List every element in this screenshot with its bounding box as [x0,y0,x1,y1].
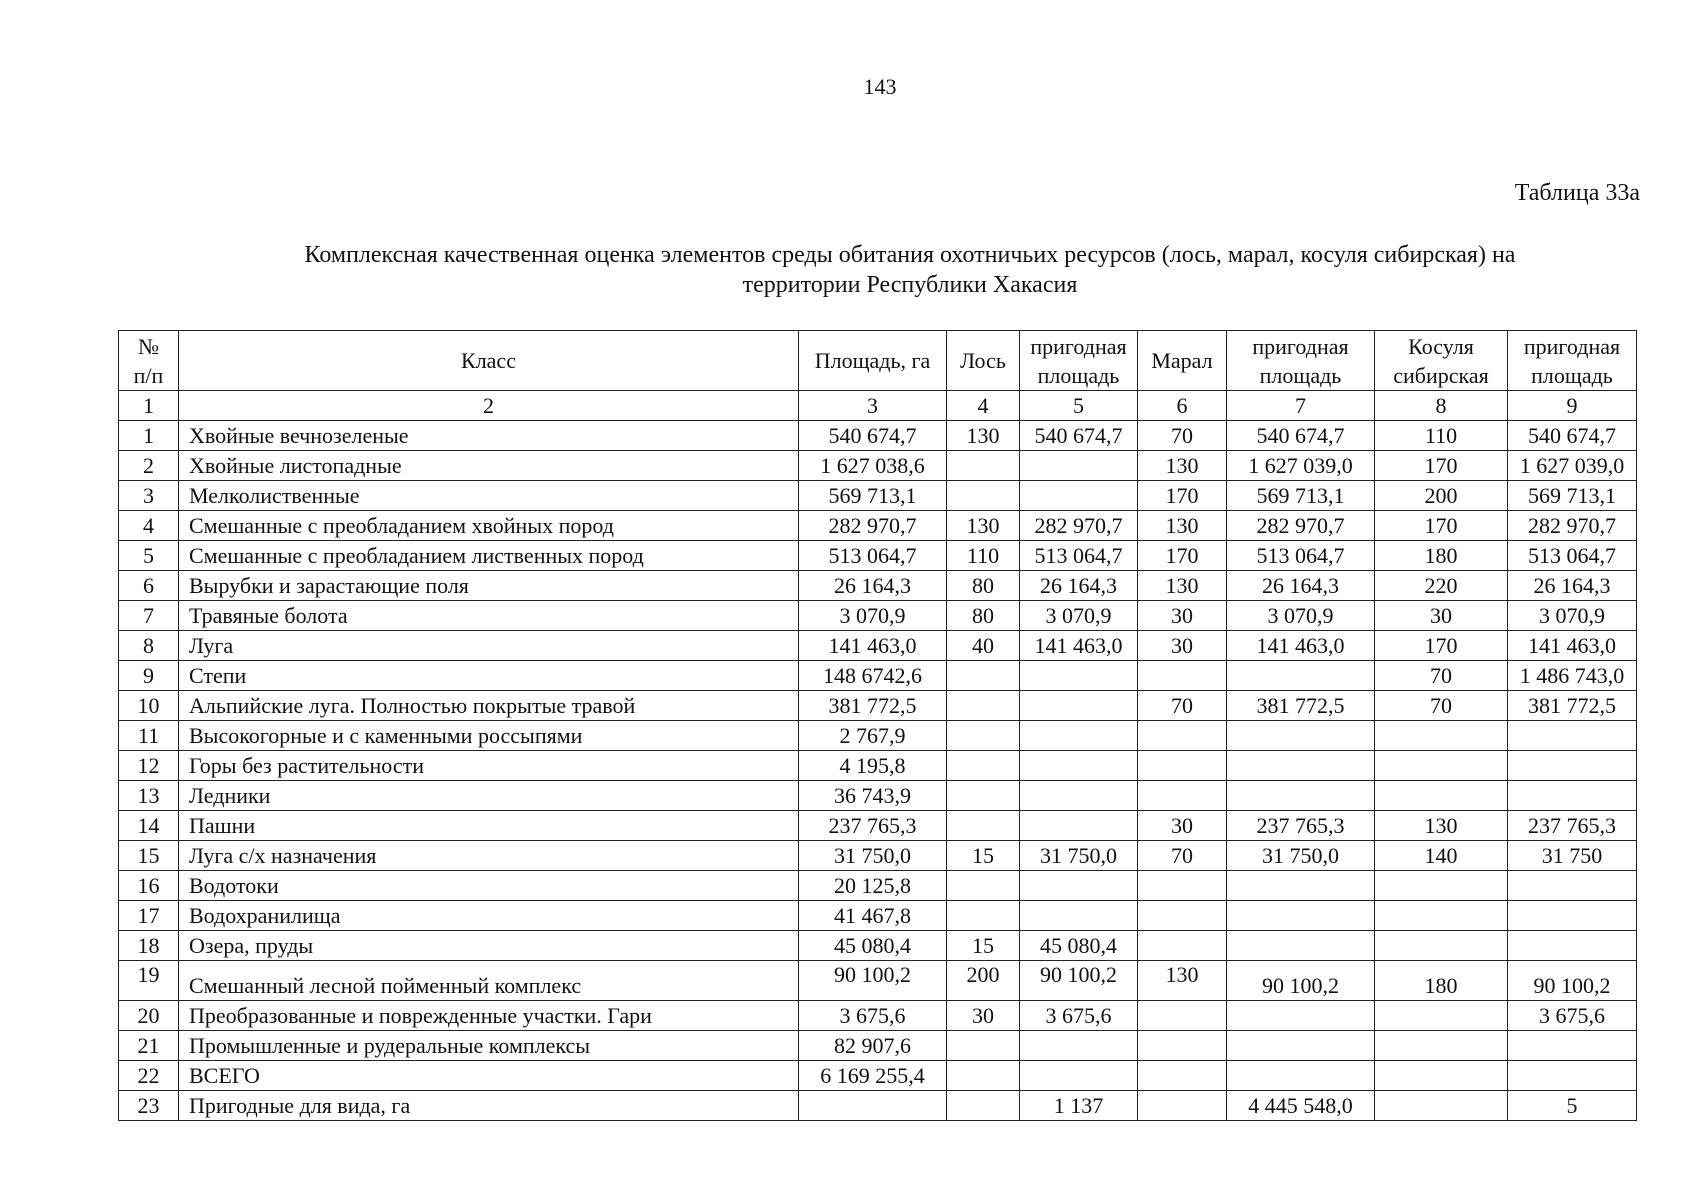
row-maral-suitable-area [1227,1061,1375,1091]
table-row [119,691,1637,721]
row-maral-score: 30 [1138,811,1227,841]
row-maral-suitable-area [1227,1031,1375,1061]
row-maral-score [1138,1061,1227,1091]
table-row [119,1031,1637,1061]
row-class-name: Водотоки [179,871,799,901]
row-number: 2 [119,451,179,481]
row-area: 31 750,0 [799,841,947,871]
row-elk-score: 110 [947,541,1020,571]
row-roe-score: 110 [1375,421,1508,451]
column-number: 3 [799,391,947,421]
table-title-line-2: территории Республики Хакасия [742,272,1078,298]
table-row [119,631,1637,661]
row-elk-suitable-area [1020,691,1138,721]
row-maral-score: 70 [1138,691,1227,721]
row-elk-suitable-area: 141 463,0 [1020,631,1138,661]
row-area: 2 767,9 [799,721,947,751]
row-class-name: ВСЕГО [179,1061,799,1091]
column-number: 1 [119,391,179,421]
row-elk-suitable-area: 3 675,6 [1020,1001,1138,1031]
row-maral-suitable-area: 90 100,2 [1227,961,1375,1001]
row-class-name: Мелколиственные [179,481,799,511]
header-roe-suitable: пригодная площадь [1508,331,1637,391]
row-roe-score [1375,1061,1508,1091]
row-maral-score [1138,931,1227,961]
table-row [119,451,1637,481]
row-maral-score: 130 [1138,571,1227,601]
header-class: Класс [179,331,799,391]
header-area: Площадь, га [799,331,947,391]
row-roe-score [1375,1031,1508,1061]
row-number: 8 [119,631,179,661]
table-row [119,721,1637,751]
row-class-name: Луга [179,631,799,661]
row-number: 12 [119,751,179,781]
table-row [119,421,1637,451]
row-elk-score [947,1061,1020,1091]
table-row [119,601,1637,631]
row-class-name: Пригодные для вида, га [179,1091,799,1121]
row-maral-suitable-area: 381 772,5 [1227,691,1375,721]
row-elk-suitable-area: 540 674,7 [1020,421,1138,451]
row-number: 11 [119,721,179,751]
table-row [119,871,1637,901]
row-number: 18 [119,931,179,961]
row-roe-suitable-area: 282 970,7 [1508,511,1637,541]
row-maral-suitable-area: 1 627 039,0 [1227,451,1375,481]
table-row [119,481,1637,511]
row-number: 17 [119,901,179,931]
row-maral-score [1138,1031,1227,1061]
column-number: 6 [1138,391,1227,421]
table-row [119,961,1637,1001]
column-number: 9 [1508,391,1637,421]
row-roe-score: 130 [1375,811,1508,841]
row-roe-score [1375,901,1508,931]
row-number: 19 [119,961,179,1001]
row-roe-score [1375,721,1508,751]
row-area: 41 467,8 [799,901,947,931]
row-elk-score [947,721,1020,751]
row-roe-score: 180 [1375,541,1508,571]
row-maral-suitable-area: 31 750,0 [1227,841,1375,871]
row-elk-suitable-area [1020,1061,1138,1091]
table-title [200,240,1620,300]
row-elk-suitable-area [1020,481,1138,511]
row-maral-score [1138,661,1227,691]
row-elk-score [947,781,1020,811]
row-maral-score: 70 [1138,841,1227,871]
row-area: 282 970,7 [799,511,947,541]
row-elk-suitable-area [1020,781,1138,811]
row-elk-score [947,1031,1020,1061]
row-elk-score: 40 [947,631,1020,661]
header-num: № п/п [119,331,179,391]
header-row [119,331,1637,391]
row-number: 13 [119,781,179,811]
row-area: 540 674,7 [799,421,947,451]
row-maral-suitable-area [1227,781,1375,811]
row-maral-score: 170 [1138,481,1227,511]
header-maral-suitable: пригодная площадь [1227,331,1375,391]
habitat-table [118,330,1637,1121]
row-elk-suitable-area: 26 164,3 [1020,571,1138,601]
row-maral-suitable-area [1227,901,1375,931]
row-area: 36 743,9 [799,781,947,811]
row-roe-score [1375,871,1508,901]
row-roe-suitable-area: 1 627 039,0 [1508,451,1637,481]
row-maral-suitable-area: 282 970,7 [1227,511,1375,541]
row-area: 381 772,5 [799,691,947,721]
table-row [119,811,1637,841]
row-elk-score: 200 [947,961,1020,1001]
row-roe-suitable-area: 5 [1508,1091,1637,1121]
row-elk-score: 80 [947,571,1020,601]
row-elk-suitable-area: 31 750,0 [1020,841,1138,871]
row-area: 90 100,2 [799,961,947,1001]
row-roe-suitable-area: 237 765,3 [1508,811,1637,841]
row-elk-score: 80 [947,601,1020,631]
row-roe-score [1375,1001,1508,1031]
row-number: 15 [119,841,179,871]
row-elk-score [947,811,1020,841]
row-class-name: Альпийские луга. Полностью покрытые травой [179,691,799,721]
row-area: 569 713,1 [799,481,947,511]
page-number: 143 [863,74,897,99]
row-area: 82 907,6 [799,1031,947,1061]
row-elk-suitable-area: 1 137 [1020,1091,1138,1121]
row-area: 148 6742,6 [799,661,947,691]
row-maral-score [1138,1001,1227,1031]
table-row [119,571,1637,601]
row-roe-score: 70 [1375,661,1508,691]
row-elk-score: 15 [947,841,1020,871]
column-number: 2 [179,391,799,421]
row-elk-suitable-area: 3 070,9 [1020,601,1138,631]
row-maral-suitable-area: 513 064,7 [1227,541,1375,571]
row-elk-score: 30 [947,1001,1020,1031]
row-roe-score: 170 [1375,511,1508,541]
row-roe-suitable-area: 141 463,0 [1508,631,1637,661]
row-elk-score [947,1091,1020,1121]
row-number: 21 [119,1031,179,1061]
row-elk-suitable-area [1020,811,1138,841]
row-maral-suitable-area [1227,661,1375,691]
row-maral-suitable-area [1227,871,1375,901]
row-class-name: Смешанный лесной пойменный комплекс [179,961,799,1001]
row-roe-score: 170 [1375,451,1508,481]
row-maral-score: 30 [1138,631,1227,661]
row-number: 20 [119,1001,179,1031]
row-class-name: Хвойные вечнозеленые [179,421,799,451]
table-row [119,661,1637,691]
row-maral-suitable-area: 26 164,3 [1227,571,1375,601]
row-roe-suitable-area: 569 713,1 [1508,481,1637,511]
row-maral-suitable-area [1227,1001,1375,1031]
row-class-name: Водохранилища [179,901,799,931]
row-area: 26 164,3 [799,571,947,601]
row-elk-suitable-area: 282 970,7 [1020,511,1138,541]
row-number: 22 [119,1061,179,1091]
row-number: 3 [119,481,179,511]
row-elk-suitable-area: 90 100,2 [1020,961,1138,1001]
row-elk-suitable-area [1020,751,1138,781]
row-elk-score [947,751,1020,781]
header-maral: Марал [1138,331,1227,391]
row-roe-suitable-area: 513 064,7 [1508,541,1637,571]
row-elk-suitable-area [1020,871,1138,901]
row-roe-suitable-area [1508,931,1637,961]
row-area: 1 627 038,6 [799,451,947,481]
row-roe-score: 200 [1375,481,1508,511]
row-area: 6 169 255,4 [799,1061,947,1091]
row-roe-score [1375,751,1508,781]
row-elk-suitable-area [1020,1031,1138,1061]
row-elk-score: 130 [947,421,1020,451]
table-row [119,1001,1637,1031]
row-maral-suitable-area [1227,721,1375,751]
row-class-name: Смешанные с преобладанием лиственных пород [179,541,799,571]
row-area: 3 675,6 [799,1001,947,1031]
row-number: 9 [119,661,179,691]
row-elk-suitable-area [1020,661,1138,691]
row-maral-score [1138,751,1227,781]
row-elk-score [947,901,1020,931]
row-maral-score: 130 [1138,451,1227,481]
row-class-name: Преобразованные и поврежденные участки. Гари [179,1001,799,1031]
row-class-name: Смешанные с преобладанием хвойных пород [179,511,799,541]
row-roe-suitable-area: 381 772,5 [1508,691,1637,721]
row-number: 16 [119,871,179,901]
row-roe-score [1375,931,1508,961]
row-class-name: Вырубки и зарастающие поля [179,571,799,601]
row-class-name: Высокогорные и с каменными россыпями [179,721,799,751]
table-title-line-1: Комплексная качественная оценка элементов среды обитания охотничьих ресурсов (лось, марал, косуля сибирская) на [304,242,1516,268]
row-roe-suitable-area [1508,781,1637,811]
row-roe-suitable-area: 26 164,3 [1508,571,1637,601]
row-maral-score [1138,901,1227,931]
row-roe-suitable-area: 3 675,6 [1508,1001,1637,1031]
row-area: 45 080,4 [799,931,947,961]
row-roe-score: 220 [1375,571,1508,601]
row-roe-suitable-area [1508,1061,1637,1091]
row-class-name: Травяные болота [179,601,799,631]
table-row [119,511,1637,541]
row-maral-score [1138,871,1227,901]
table-row [119,541,1637,571]
row-roe-suitable-area: 1 486 743,0 [1508,661,1637,691]
column-number: 8 [1375,391,1508,421]
row-area: 141 463,0 [799,631,947,661]
row-number: 6 [119,571,179,601]
row-roe-suitable-area: 540 674,7 [1508,421,1637,451]
row-area: 3 070,9 [799,601,947,631]
row-number: 5 [119,541,179,571]
row-maral-score [1138,1091,1227,1121]
row-maral-score [1138,781,1227,811]
header-elk: Лось [947,331,1020,391]
row-roe-suitable-area [1508,901,1637,931]
row-roe-suitable-area [1508,751,1637,781]
header-elk-suitable: пригодная площадь [1020,331,1138,391]
row-roe-score: 30 [1375,601,1508,631]
row-elk-score: 15 [947,931,1020,961]
row-roe-suitable-area: 3 070,9 [1508,601,1637,631]
table-row [119,781,1637,811]
table-row [119,931,1637,961]
row-roe-score: 180 [1375,961,1508,1001]
table-row [119,841,1637,871]
row-maral-score: 70 [1138,421,1227,451]
row-class-name: Пашни [179,811,799,841]
row-maral-suitable-area: 3 070,9 [1227,601,1375,631]
row-number: 4 [119,511,179,541]
row-elk-score [947,451,1020,481]
row-roe-suitable-area [1508,1031,1637,1061]
row-roe-score [1375,1091,1508,1121]
row-number: 14 [119,811,179,841]
table-row [119,1091,1637,1121]
row-elk-suitable-area: 45 080,4 [1020,931,1138,961]
row-roe-suitable-area: 90 100,2 [1508,961,1637,1001]
row-maral-suitable-area: 569 713,1 [1227,481,1375,511]
column-number-row [119,391,1637,421]
row-number: 23 [119,1091,179,1121]
row-area: 4 195,8 [799,751,947,781]
row-area: 513 064,7 [799,541,947,571]
table-label: Таблица 33а [1514,180,1640,206]
table-row [119,1061,1637,1091]
row-elk-suitable-area [1020,451,1138,481]
row-roe-suitable-area: 31 750 [1508,841,1637,871]
row-elk-score [947,871,1020,901]
row-elk-suitable-area [1020,721,1138,751]
row-maral-score: 130 [1138,961,1227,1001]
row-elk-suitable-area: 513 064,7 [1020,541,1138,571]
column-number: 4 [947,391,1020,421]
row-class-name: Озера, пруды [179,931,799,961]
row-maral-score: 130 [1138,511,1227,541]
row-area: 237 765,3 [799,811,947,841]
row-elk-score: 130 [947,511,1020,541]
row-class-name: Хвойные листопадные [179,451,799,481]
row-maral-suitable-area: 141 463,0 [1227,631,1375,661]
row-maral-score [1138,721,1227,751]
row-maral-suitable-area: 540 674,7 [1227,421,1375,451]
header-roe: Косуля сибирская [1375,331,1508,391]
row-maral-suitable-area [1227,751,1375,781]
row-maral-suitable-area [1227,931,1375,961]
row-class-name: Ледники [179,781,799,811]
row-elk-score [947,661,1020,691]
row-maral-score: 30 [1138,601,1227,631]
row-roe-score [1375,781,1508,811]
row-elk-score [947,691,1020,721]
row-number: 1 [119,421,179,451]
row-elk-score [947,481,1020,511]
column-number: 7 [1227,391,1375,421]
row-number: 10 [119,691,179,721]
row-roe-suitable-area [1508,721,1637,751]
row-class-name: Луга с/х назначения [179,841,799,871]
row-maral-score: 170 [1138,541,1227,571]
row-maral-suitable-area: 237 765,3 [1227,811,1375,841]
row-area: 20 125,8 [799,871,947,901]
row-number: 7 [119,601,179,631]
row-elk-suitable-area [1020,901,1138,931]
row-class-name: Горы без растительности [179,751,799,781]
row-roe-score: 70 [1375,691,1508,721]
row-roe-score: 140 [1375,841,1508,871]
table-row [119,901,1637,931]
table-row [119,751,1637,781]
row-class-name: Степи [179,661,799,691]
row-area [799,1091,947,1121]
row-roe-score: 170 [1375,631,1508,661]
row-maral-suitable-area: 4 445 548,0 [1227,1091,1375,1121]
row-class-name: Промышленные и рудеральные комплексы [179,1031,799,1061]
column-number: 5 [1020,391,1138,421]
row-roe-suitable-area [1508,871,1637,901]
